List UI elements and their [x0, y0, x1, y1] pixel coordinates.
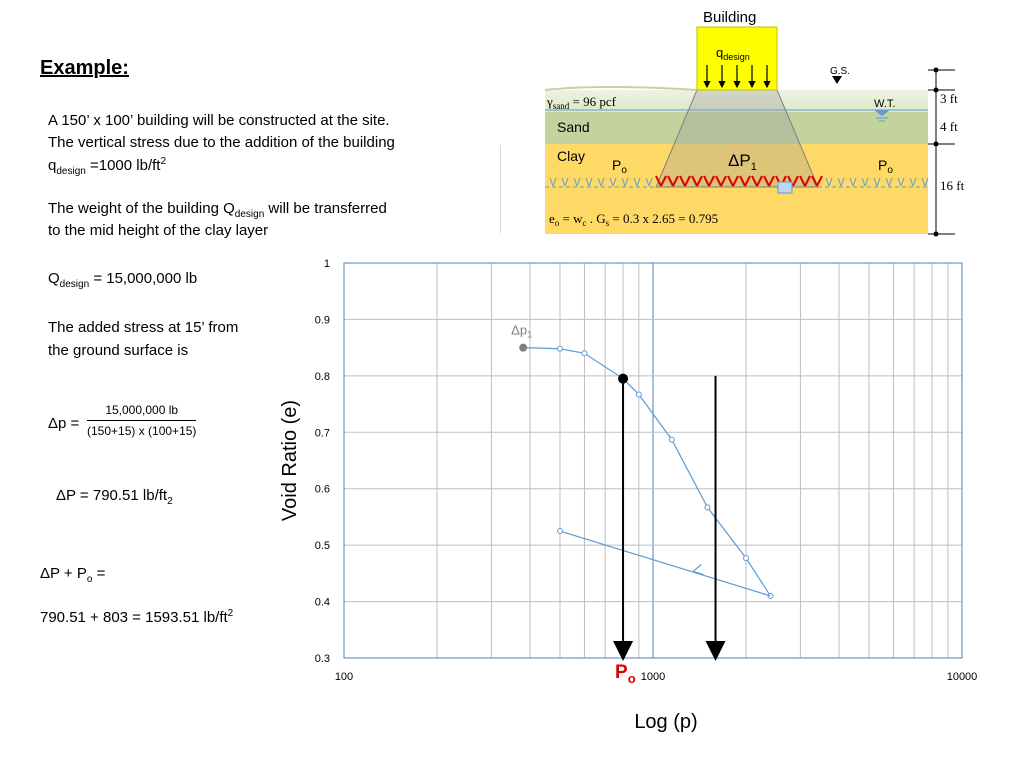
para2-line2: to the mid height of the clay layer	[48, 222, 269, 239]
building-label: Building	[703, 9, 757, 26]
dp1-chart-label: $\Delta p_1$	[511, 322, 533, 340]
e-log-p-chart	[0, 250, 1024, 740]
unloading-line	[560, 531, 771, 596]
q-design-label: $q_{design}$	[716, 45, 750, 62]
curve-point	[636, 392, 641, 397]
gamma-sand-label: $\gamma_{sand} = 96$ pcf	[547, 94, 616, 111]
para1-line2: The vertical stress due to the addition of the building	[48, 134, 395, 151]
y-tick-label: 0.4	[314, 596, 330, 609]
gs-label: G.S.	[830, 66, 851, 77]
curve-point	[744, 556, 749, 561]
x-tick-label: 10000	[946, 671, 978, 683]
po-left-label: $P_o$	[612, 157, 627, 176]
y-tick-label: 0.7	[314, 427, 330, 440]
y-tick-label: 1	[323, 258, 330, 270]
formula-lhs: Δp =	[48, 415, 80, 432]
sum-line: $\Delta P + P_o$ =	[40, 565, 106, 585]
para2-line1: The weight of the building $Q_{design}$ will be transferred	[48, 200, 387, 220]
po-chart-label: $P_o$	[615, 662, 636, 686]
qdesign-value: $Q_{design} = 15,000,000$ lb	[48, 270, 198, 290]
series-lines	[523, 346, 773, 598]
y-tick-label: 0.3	[314, 653, 330, 665]
para3-line2: the ground surface is	[48, 342, 189, 359]
y-tick-label: 0.5	[314, 540, 330, 553]
curve-point	[557, 346, 562, 351]
formula-denominator: (150+15) x (100+15)	[87, 424, 197, 438]
clay-label: Clay	[557, 148, 586, 164]
para3-line1: The added stress at 15’ from	[48, 319, 239, 336]
dim-16ft: 16 ft	[940, 178, 965, 193]
unloading-point	[557, 529, 562, 534]
y-tick-labels	[315, 258, 330, 665]
para1-line3: $q_{design} =1000$ $lb/ft^2$	[48, 156, 167, 177]
po-right-label: $P_o$	[878, 157, 893, 176]
soil-profile-diagram	[0, 0, 1024, 250]
formula-numerator: 15,000,000 lb	[87, 403, 196, 421]
y-tick-label: 0.9	[314, 314, 330, 327]
y-tick-label: 0.8	[314, 370, 330, 383]
chart-grid	[344, 263, 962, 658]
dp1-label: $\Delta P_1$	[728, 151, 757, 173]
y-axis-label: Void Ratio (e)	[279, 399, 301, 522]
x-axis-label: Log (p)	[634, 711, 698, 733]
dim-4ft: 4 ft	[940, 119, 958, 134]
wt-label: W.T.	[874, 98, 896, 110]
x-tick-label: 1000	[640, 671, 666, 683]
sand-label: Sand	[557, 119, 590, 135]
x-tick-label: 100	[334, 671, 354, 683]
curve-point	[705, 505, 710, 510]
curve-point	[669, 437, 674, 442]
result-dp: ΔP = 790.51 $lb/ft_2$	[56, 487, 173, 507]
x-tick-labels	[335, 671, 977, 683]
para1-line1: A 150’ x 100’ building will be constructed at the site.	[48, 112, 390, 129]
y-tick-label: 0.6	[314, 483, 330, 496]
example-heading: Example:	[40, 57, 129, 79]
dp1-point	[519, 344, 527, 352]
eo-formula: $e_o = w_c$ . $G_s = 0.3$ x 2.65 = 0.795	[549, 211, 719, 228]
sum-result: 790.51 + 803 = 1593.51 $lb/ft^2$	[40, 608, 234, 626]
ground-surface	[545, 87, 697, 90]
soil-element-square	[778, 182, 792, 193]
dim-3ft: 3 ft	[940, 91, 958, 106]
gs-marker-icon	[832, 76, 842, 84]
chart-annotations	[511, 323, 715, 686]
curve-point	[582, 351, 587, 356]
